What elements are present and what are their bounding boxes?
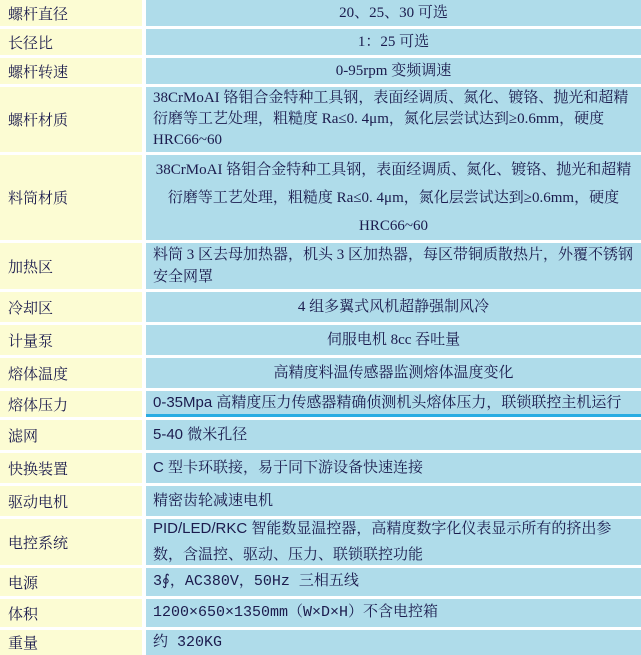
label-weight: 重量 [0,630,142,655]
value-length-diameter-ratio: 1：25 可选 [146,29,641,55]
row-metering-pump [0,325,641,355]
label-power-supply: 电源 [0,568,142,596]
row-barrel-material [0,155,641,240]
value-dimensions: 1200×650×1350mm（W×D×H）不含电控箱 [146,599,641,627]
row-cooling-zone [0,292,641,322]
value-screw-speed: 0-95rpm 变频调速 [146,58,641,84]
row-screw-diameter [0,0,641,26]
value-weight: 约 320KG [146,630,641,655]
label-melt-temperature: 熔体温度 [0,358,142,388]
row-screw-material [0,87,641,152]
value-screw-material: 38CrMoAI 铬钼合金特种工具钢，表面经调质、氮化、镀铬、抛光和超精衍磨等工艺处理，粗糙度 Ra≤0. 4μm，氮化层尝试达到≥0.6mm，硬度 HRC66~60 [146,87,641,152]
row-heating-zone [0,243,641,289]
label-melt-pressure: 熔体压力 [0,391,142,417]
row-melt-pressure [0,391,641,417]
row-melt-temperature [0,358,641,388]
value-power-supply: 3∮，AC380V，50Hz 三相五线 [146,568,641,596]
value-barrel-material: 38CrMoAI 铬钼合金特种工具钢，表面经调质、氮化、镀铬、抛光和超精衍磨等工艺处理，粗糙度 Ra≤0. 4μm，氮化层尝试达到≥0.6mm，硬度 HRC66~60 [146,155,641,240]
row-screw-speed [0,58,641,84]
value-filter-screen: 5-40 微米孔径 [146,420,641,450]
value-drive-motor: 精密齿轮减速电机 [146,486,641,516]
label-screw-material: 螺杆材质 [0,87,142,152]
row-weight [0,630,641,655]
row-dimensions [0,599,641,627]
label-drive-motor: 驱动电机 [0,486,142,516]
value-quick-change-device: C 型卡环联接，易于同下游设备快速连接 [146,453,641,483]
label-filter-screen: 滤网 [0,420,142,450]
label-screw-speed: 螺杆转速 [0,58,142,84]
label-quick-change-device: 快换装置 [0,453,142,483]
row-drive-motor [0,486,641,516]
value-screw-diameter: 20、25、30 可选 [146,0,641,26]
row-filter-screen [0,420,641,450]
label-heating-zone: 加热区 [0,243,142,289]
value-cooling-zone: 4 组多翼式风机超静强制风冷 [146,292,641,322]
value-melt-temperature: 高精度料温传感器监测熔体温度变化 [146,358,641,388]
row-length-diameter-ratio [0,29,641,55]
label-barrel-material: 料筒材质 [0,155,142,240]
label-screw-diameter: 螺杆直径 [0,0,142,26]
row-power-supply [0,568,641,596]
value-heating-zone: 料筒 3 区去母加热器，机头 3 区加热器，每区带铜质散热片，外覆不锈钢安全网罩 [146,243,641,289]
value-electric-control-system: PID/LED/RKC 智能数显温控器，高精度数字化仪表显示所有的挤出参数，含温控、驱动、压力、联锁联控功能 [146,519,641,565]
label-metering-pump: 计量泵 [0,325,142,355]
row-electric-control-system [0,519,641,565]
label-dimensions: 体积 [0,599,142,627]
value-metering-pump: 伺服电机 8cc 吞吐量 [146,325,641,355]
label-electric-control-system: 电控系统 [0,519,142,565]
label-length-diameter-ratio: 长径比 [0,29,142,55]
row-quick-change-device [0,453,641,483]
value-melt-pressure: 0-35Mpa 高精度压力传感器精确侦测机头熔体压力，联锁联控主机运行 [146,391,641,417]
label-cooling-zone: 冷却区 [0,292,142,322]
